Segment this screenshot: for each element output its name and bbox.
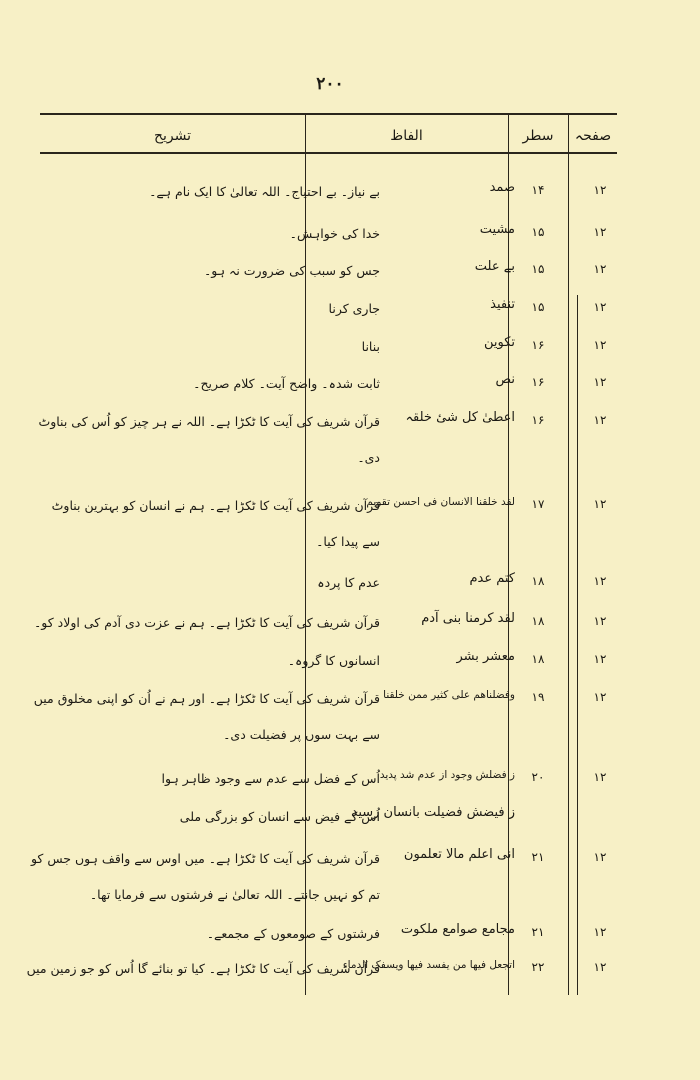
row-explanation-line: اُس کے فضل سے عدم سے وجود ظاہر ہوا xyxy=(161,771,380,786)
row-word: صمد xyxy=(489,180,515,195)
row-word: معشر بشر xyxy=(456,649,515,664)
page-number: ۲۰۰ xyxy=(316,74,344,94)
row-word: اتجعل فیھا من یفسد فیھا ویسفک الدماء xyxy=(342,959,515,971)
row-line-number: ۱۵ xyxy=(531,225,545,239)
row-page-number: ۱۲ xyxy=(593,338,607,352)
row-word: مجامع صوامع ملکوت xyxy=(400,922,515,937)
row-word: بے علت xyxy=(474,259,515,274)
row-explanation-line: خدا کی خواہش۔ xyxy=(289,226,380,241)
row-explanation-line: بنانا xyxy=(361,339,380,354)
row-word: لقد کرمنا بنی آدم xyxy=(421,611,515,626)
row-explanation-line: تم کو نہیں جانتے۔ اللہ تعالیٰ نے فرشتوں سے فرمایا تھا۔ xyxy=(89,887,380,902)
row-explanation-line: جاری کرنا xyxy=(328,301,380,316)
row-page-number: ۱۲ xyxy=(593,262,607,276)
row-page-number: ۱۲ xyxy=(593,497,607,511)
row-line-number: ۱۶ xyxy=(531,375,545,389)
row-explanation-line: قرآن شریف کی آیت کا ٹکڑا ہے۔ کیا تو بنائے گا اُس کو جو زمین میں xyxy=(26,961,380,976)
row-explanation-line: انسانوں کا گروہ۔ xyxy=(287,653,380,668)
top-rule xyxy=(40,113,617,115)
row-line-number: ۱۵ xyxy=(531,262,545,276)
row-word: لقد خلقنا الانسان فی احسن تقویم xyxy=(366,496,515,508)
row-page-number: ۱۲ xyxy=(593,960,607,974)
row-explanation-line: قرآن شریف کی آیت کا ٹکڑا ہے۔ اور ہم نے اُن کو اپنی مخلوق میں xyxy=(33,691,380,706)
row-explanation-line: ثابت شدہ۔ واضح آیت۔ کلام صریح۔ xyxy=(193,376,380,391)
row-page-number: ۱۲ xyxy=(593,614,607,628)
header-rule xyxy=(40,152,617,154)
row-line-number: ۱۸ xyxy=(531,614,545,628)
header-words: الفاظ xyxy=(390,128,423,144)
row-word: ز فیضش فضیلت بانسان رسید xyxy=(351,805,515,820)
row-page-number: ۱۲ xyxy=(593,690,607,704)
row-explanation-line: سے پیدا کیا۔ xyxy=(316,534,380,549)
row-explanation-line: اُس کے فیض سے انسان کو بزرگی ملی xyxy=(179,809,380,824)
row-line-number: ۲۱ xyxy=(531,925,545,939)
row-line-number: ۲۰ xyxy=(531,770,545,784)
row-line-number: ۲۲ xyxy=(531,960,545,974)
row-word: تکوین xyxy=(483,335,515,350)
row-word: ز فضلش وجود از عدم شد پدید xyxy=(379,769,515,781)
row-line-number: ۲۱ xyxy=(531,850,545,864)
row-page-number: ۱۲ xyxy=(593,770,607,784)
header-page: صفحہ xyxy=(574,128,612,144)
row-page-number: ۱۲ xyxy=(593,574,607,588)
row-line-number: ۱۶ xyxy=(531,413,545,427)
row-line-number: ۱۸ xyxy=(531,574,545,588)
row-line-number: ۱۷ xyxy=(531,497,545,511)
row-explanation-line: فرشتوں کے صومعوں کے مجمعے۔ xyxy=(206,926,380,941)
row-page-number: ۱۲ xyxy=(593,375,607,389)
row-page-number: ۱۲ xyxy=(593,413,607,427)
row-explanation-line: بے نیاز۔ بے احتیاج۔ اللہ تعالیٰ کا ایک نام ہے۔ xyxy=(149,184,380,199)
row-word: انی اعلم مالا تعلمون xyxy=(403,847,515,862)
row-word: نص xyxy=(495,372,515,387)
row-line-number: ۱۴ xyxy=(531,183,545,197)
row-page-number: ۱۲ xyxy=(593,225,607,239)
row-explanation-line: عدم کا پردہ xyxy=(317,575,380,590)
row-explanation-line: سے بہت سوں پر فضیلت دی۔ xyxy=(223,727,380,742)
row-explanation-line: دی۔ xyxy=(357,450,380,465)
row-line-number: ۱۹ xyxy=(531,690,545,704)
row-line-number: ۱۸ xyxy=(531,652,545,666)
row-explanation-line: قرآن شریف کی آیت کا ٹکڑا ہے۔ ہم نے عزت دی آدم کی اولاد کو۔ xyxy=(33,615,380,630)
row-page-number: ۱۲ xyxy=(593,850,607,864)
row-page-number: ۱۲ xyxy=(593,652,607,666)
row-explanation-line: قرآن شریف کی آیت کا ٹکڑا ہے۔ ہم نے انسان کو بہترین بناوٹ xyxy=(51,498,380,513)
row-page-number: ۱۲ xyxy=(593,925,607,939)
row-line-number: ۱۵ xyxy=(531,300,545,314)
column-divider-page xyxy=(568,115,569,995)
row-word: کتم عدم xyxy=(469,571,515,586)
header-explanation: تشریح xyxy=(153,128,192,144)
row-word: تنفیذ xyxy=(490,297,515,312)
row-word: اعطیٰ کل شیٔ خلقہ xyxy=(405,410,515,425)
row-page-number: ۱۲ xyxy=(593,183,607,197)
row-page-number: ۱۲ xyxy=(593,300,607,314)
row-explanation-line: قرآن شریف کی آیت کا ٹکڑا ہے۔ اللہ نے ہر چیز کو اُس کی بناوٹ xyxy=(38,414,380,429)
row-explanation-line: قرآن شریف کی آیت کا ٹکڑا ہے۔ میں اوس سے واقف ہوں جس کو xyxy=(30,851,380,866)
row-line-number: ۱۶ xyxy=(531,338,545,352)
header-line: سطر xyxy=(522,128,554,144)
row-word: وفضلناهم علی کثیر ممن خلقنا xyxy=(383,689,515,701)
row-explanation-line: جس کو سبب کی ضرورت نہ ہو۔ xyxy=(203,263,380,278)
row-word: مشیت xyxy=(479,222,515,237)
column-divider-inner xyxy=(577,295,578,995)
